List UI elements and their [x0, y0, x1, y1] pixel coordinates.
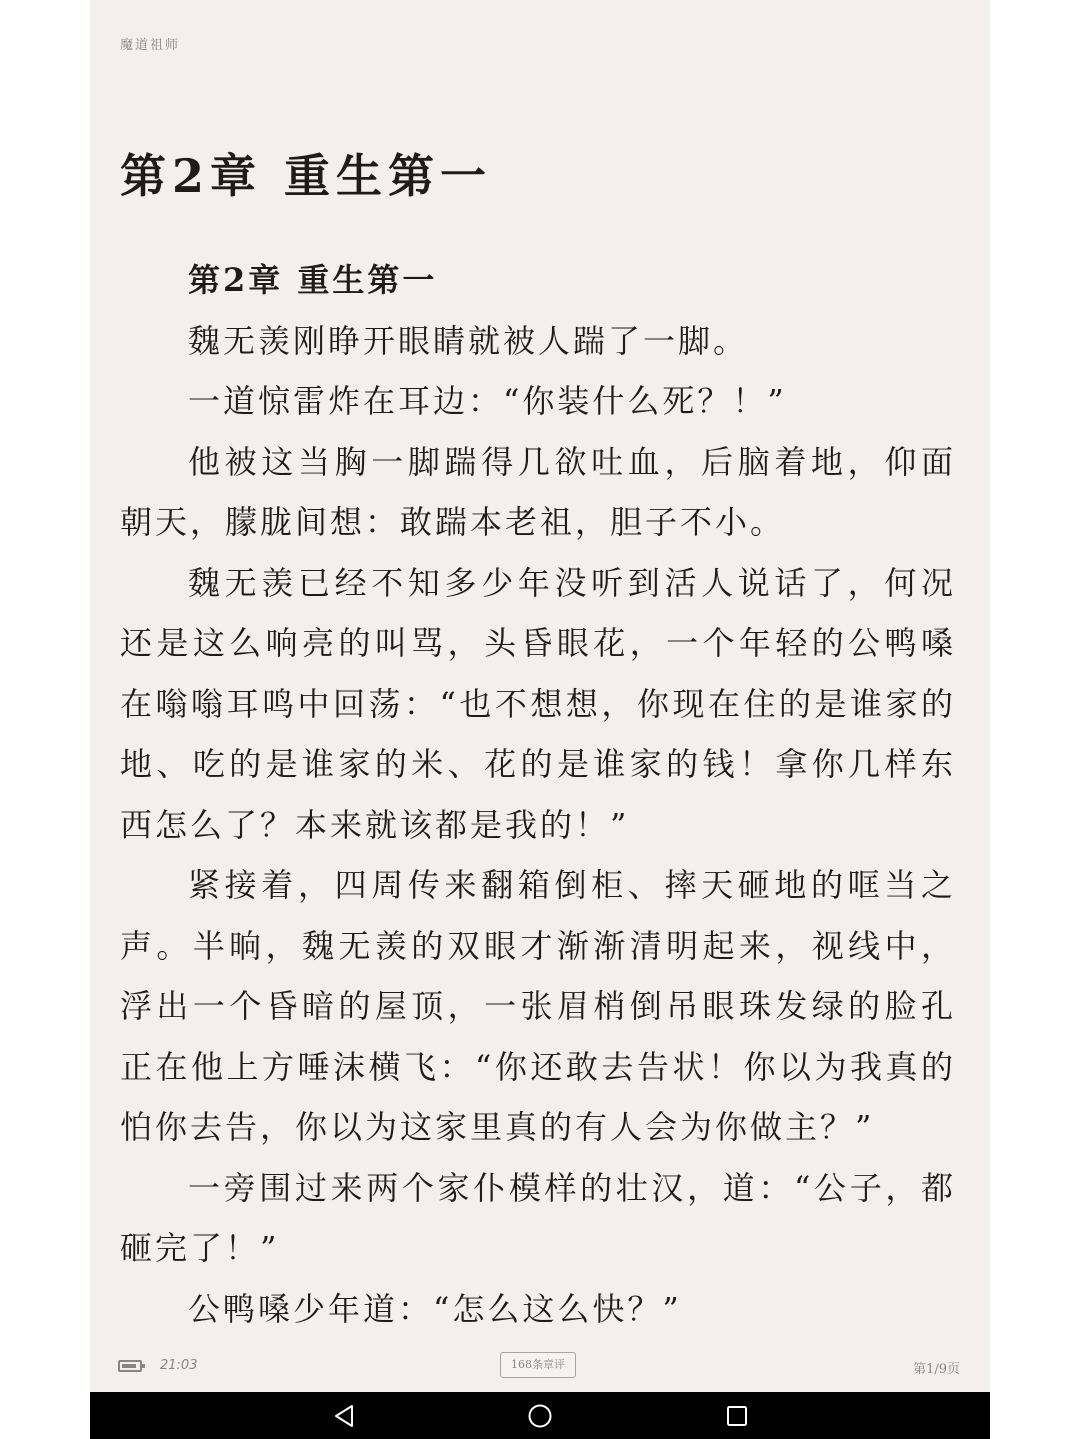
content-paragraph: 一道惊雷炸在耳边：“你装什么死？！” [188, 382, 787, 420]
content-paragraph: 紧接着，四周传来翻箱倒柜、摔天砸地的哐当之声。半晌，魏无羡的双眼才渐渐清明起来，视线中，浮出一个昏暗的屋顶，一张眉梢倒吊眼珠发绿的脸孔正在他上方唾沫横飞：“你还敢去告状！你以为我真的怕你去告，你以为这家里真的有人会为你做主？” [120, 866, 956, 1146]
back-triangle-icon [333, 1404, 355, 1428]
android-nav-bar [90, 1392, 990, 1439]
recents-button[interactable] [721, 1400, 753, 1432]
back-button[interactable] [328, 1400, 360, 1432]
clock-time: 21:03 [160, 1358, 198, 1373]
page-indicator: 第1/9页 [913, 1362, 960, 1377]
battery-icon [118, 1360, 142, 1372]
home-button[interactable] [524, 1400, 556, 1432]
content-paragraph: 魏无羡刚睁开眼睛就被人踹了一脚。 [188, 321, 749, 360]
content-paragraph: 魏无羡已经不知多少年没听到活人说话了，何况还是这么响亮的叫骂，头昏眼花，一个年轻的公鸭嗓在嗡嗡耳鸣中回荡：“也不想想，你现在住的是谁家的地、吃的是谁家的米、花的是谁家的钱！拿你几样东西怎么了？本来就该都是我的！” [120, 563, 956, 844]
content-paragraph: 一旁围过来两个家仆模样的壮汉，道：“公子，都砸完了！” [120, 1168, 956, 1267]
book-title: 魔道祖师 [120, 38, 181, 53]
reader-status-bar [90, 1350, 990, 1384]
content-paragraph: 第2章 重生第一 [188, 261, 438, 299]
chapter-comments-button[interactable]: 168条章评 [500, 1352, 576, 1378]
chapter-heading: 第2章 重生第一 [120, 149, 493, 203]
chapter-content [120, 250, 956, 1339]
recents-square-icon [726, 1405, 748, 1427]
home-circle-icon [527, 1403, 553, 1429]
reader-page[interactable] [90, 0, 990, 1392]
content-paragraph: 他被这当胸一脚踹得几欲吐血，后脑着地，仰面朝天，朦胧间想：敢踹本老祖，胆子不小。 [120, 442, 956, 541]
content-paragraph: 公鸭嗓少年道：“怎么这么快？” [188, 1289, 682, 1328]
